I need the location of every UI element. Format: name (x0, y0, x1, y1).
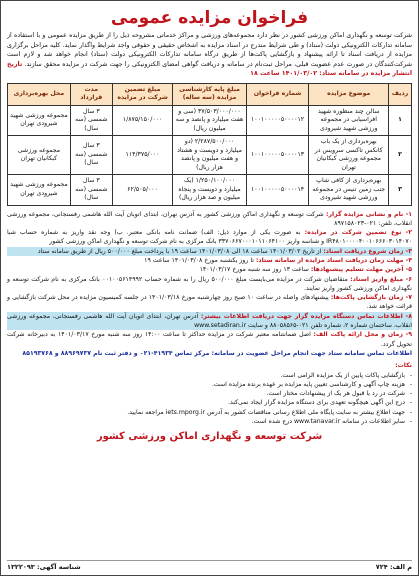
note-item: - درج این آگهی هیچگونه تعهدی برای دستگاه مزایده گزار ایجاد نمی‌کند. (7, 398, 412, 407)
col-header-no: ردیف (388, 83, 411, 105)
table-row (8, 175, 412, 206)
col-header-location: محل بهره‌برداری (8, 83, 71, 105)
row-location: مجموعه ورزشی شهید شیرودی تهران (8, 105, 71, 136)
row-base-price: ۳۷/۵۰۳/۰۰۰/۰۰۰ (سی و هفت میلیارد و پانصد و سه میلیون ریال) (173, 105, 246, 136)
auction-table (7, 83, 412, 206)
rule-item: ۳- زمان شروع دریافت اسناد: از تاریخ ۱۴۰۱/۰۳/۰۲ ساعت ۱۸ الی ۱۴۰۱/۰۳/۰۸ ساعت ۱۹ با پرداخت مبلغ ۵۰۰/۰۰۰ ریال از طریق سامانه ستاد (7, 247, 412, 256)
row-location: مجموعه ورزشی کبکانیان تهران (8, 136, 71, 175)
notes-title: نکات: (395, 362, 412, 370)
footer-left-code: شناسه آگهی: ۱۳۲۲۰۹۳ (7, 563, 81, 571)
rule-item: ۱- نام و نشانی مزایده گزار: شرکت توسعه و نگهداری اماکن ورزشی کشور به آدرس تهران، ابتدای اتوبان آیت الله هاشمی رفسنجانی، مجموعه ورزشی انقلاب، تلفن: ۰۲۱-۸۹۷۱۵۸۰۲۳ (7, 210, 412, 227)
footer-bar (7, 560, 412, 571)
notes-section (7, 361, 412, 426)
rule-item: ۷- زمان بازگشایی پاکت‌ها: پیشنهادهای واصله در ساعت ۱۰ صبح روز چهارشنبه مورخ ۱۴۰۱/۰۳/۱۸ در جلسه کمیسیون مزایده در محل شرکت بازگشایی و قرائت خواهد شد. (7, 294, 413, 311)
rule-item: اطلاعات تماس سامانه ستاد جهت انجام مراحل عضویت در سامانه: مرکز تماس ۴۱۹۳۴-۰۲۱ و دفتر ثبت نام ۸۸۹۶۹۷۳۷ و ۸۵۱۹۳۷۶۸ (22, 349, 412, 357)
rule-item: ۸- اطلاعات تماس دستگاه مزایده گزار جهت دریافت اطلاعات بیشتر: آدرس تهران، ابتدای اتوبان آیت الله هاشمی رفسنجانی، مجموعه ورزشی انقلاب، ساختمان شماره ۲، شماره تلفن ۰۲۱-۸۸۰۵۸۵۶۵ و سایت www.setadiran.ir (7, 312, 412, 330)
row-guarantee: ۱/۸۷۵/۱۵۰/۰۰۰ (112, 105, 173, 136)
row-subject: بهره‌برداری از کافی شاپ جنب زمین تنیس در مجموعه ورزشی شهید شیرودی (309, 175, 389, 206)
col-header-call-no: شماره فراخوان (246, 83, 309, 105)
row-duration: ۳ سال شمسی (سه سال) (70, 105, 112, 136)
row-guarantee: ۶۲/۵۰۵/۰۰۰ (112, 175, 173, 206)
note-item: - هزینه چاپ آگهی و کارشناسی تعیین پایه مزایده بر عهده برنده مزایده است. (7, 380, 412, 389)
col-header-duration: مدت قرارداد (70, 83, 112, 105)
row-base-price: ۲/۲۸۷/۵۰۰/۰۰۰ (دو میلیارد و دویست و هشتاد و هفت میلیون و پانصد هزار ریال) (173, 136, 246, 175)
row-subject: سالن چند منظوره شهید افراسیابی در مجموعه ورزشی شهید شیرودی (309, 105, 389, 136)
row-duration: ۳ سال شمسی (سه سال) (70, 136, 112, 175)
rule-item: ۲- نوع تضمین شرکت در مزایده: به صورت یکی از موارد ذیل: الف) ضمانت نامه بانکی معتبر. ب) وجه نقد واریز به شماره حساب شبا IR۴۸۰۱۰۰۰۰۴۰۰۱۰۶۶۶۰۳۰۱۴۰۷۰ و شناسه واریز ۳۳۷۰۶۶۷۰۰۰۱۰۱۱۰۶۴۱۰۰ بانک مرکزی به نام شرکت توسعه و نگهداری اماکن ورزشی کشور (7, 229, 413, 246)
row-call-no: ۱۰۰۱۰۰۰۰۰۵۰۰۰۰۱۲ (246, 105, 309, 136)
col-header-subject: موضوع مزایده (309, 83, 389, 105)
row-no: ۲ (388, 136, 411, 175)
rule-item: ۵- آخرین مهلت تسلیم پیشنهادها: ساعت ۱۳ روز سه شنبه مورخ ۱۴۰۱/۰۳/۱۷ (199, 266, 412, 274)
intro-text: شرکت توسعه و نگهداری اماکن ورزشی کشور در نظر دارد مجموعه‌های ورزشی و مراکز خدماتی مشروحه ذیل را از طریق مزایده عمومی و با استفاده از سامانه تدارکات الکترونیکی دولت (ستاد) و طی شرایط مندرج در اسناد مزایده به اشخاص حقیقی و حقوقی واجد شرایط واگذار نماید. کلیه مراحل برگزاری مزایده از دریافت اسناد تا ارائه پیشنهاد و بازگشایی پاکت‌ها از طریق درگاه سامانه تدارکات الکترونیکی دولت (ستاد) انجام خواهد شد و لازم است شرکت‌کنندگان در صورت عدم عضویت قبلی، مراحل ثبت‌نام در سامانه و دریافت گواهی امضای الکترونیکی را جهت شرکت در مزایده محقق سازند. (7, 32, 412, 68)
notice-title: فراخوان مزایده عمومی (110, 8, 309, 28)
note-item: - شرکت در رد یا قبول هر یک از پیشنهادات مختار است. (7, 389, 412, 398)
intro-highlight: تاریخ انتشار مزایده در سامانه ستاد: ۱۴۰۱/۰۳/۰۲ ساعت ۱۸ (7, 60, 412, 77)
organization-name: شرکت توسعه و نگهداری اماکن ورزشی کشور (96, 431, 323, 443)
row-no: ۳ (388, 175, 411, 206)
note-item: - جهت اطلاع بیشتر به سایت پایگاه ملی اطلاع رسانی مناقصات کشور به آدرس iets.mporg.ir مراجعه نمایید. (7, 408, 412, 417)
rule-item: ۹- زمان و محل ارائه پاکت الف: اصل ضمانتنامه معتبر شرکت در مزایده حداکثر تا ساعت ۱۴:۰۰ روز سه شنبه مورخ ۱۴۰۱/۰۳/۱۷ به دبیرخانه شرکت تحویل گردد. (7, 331, 413, 348)
col-header-base-price: مبلغ پایه کارشناسی مزایده (سه ساله) (173, 83, 246, 105)
row-base-price: ۱/۲۵۰/۱۰۰/۰۰۰ (یک میلیارد و دویست و پنجاه میلیون و صد هزار ریال) (173, 175, 246, 206)
row-subject: بهره‌برداری از یک باب کانکس تاکسی سرویس در مجموعه ورزشی کبکانیان تهران (309, 136, 389, 175)
footer-right-code: م الف: ۷۲۴ (375, 563, 412, 571)
intro-paragraph (7, 31, 412, 79)
rule-item: ۴- مهلت زمان دریافت اسناد مزایده از سامانه ستاد: تا روز یکشنبه مورخ ۱۴۰۱/۰۳/۰۸ ساعت ۱۹ (144, 256, 412, 264)
table-header-row (8, 83, 412, 105)
row-no: ۱ (388, 105, 411, 136)
row-location: مجموعه ورزشی شهید شیرودی تهران (8, 175, 71, 206)
col-header-guarantee: مبلغ تضمین شرکت در مزایده (112, 83, 173, 105)
note-item: - بازگشایی پاکات پایین از یک مزایده الزامی است. (7, 371, 412, 380)
rules-section (7, 210, 412, 359)
table-row (8, 136, 412, 175)
rule-item: ۶- مبلغ واریز اسناد: متقاضیان شرکت در مزایده می‌بایست مبلغ ۵۰۰/۰۰۰ ریال را به شماره حساب ۰۰۱۰۰۵۶۱۴۹۹۲ بانک مرکزی به نام شرکت توسعه و نگهداری اماکن ورزشی کشور واریز نمایند. (7, 275, 412, 292)
row-call-no: ۱۰۰۱۰۰۰۰۰۵۰۰۰۰۱۴ (246, 175, 309, 206)
note-item: - سایر اطلاعات در سامانه www.tanavar.ir درج شده است. (7, 417, 412, 426)
table-row (8, 105, 412, 136)
row-guarantee: ۱۱۴/۳۷۵/۰۰۰ (112, 136, 173, 175)
row-call-no: ۱۰۰۱۰۰۰۰۰۵۰۰۰۰۱۳ (246, 136, 309, 175)
row-duration: ۳ سال شمسی (سه سال) (70, 175, 112, 206)
